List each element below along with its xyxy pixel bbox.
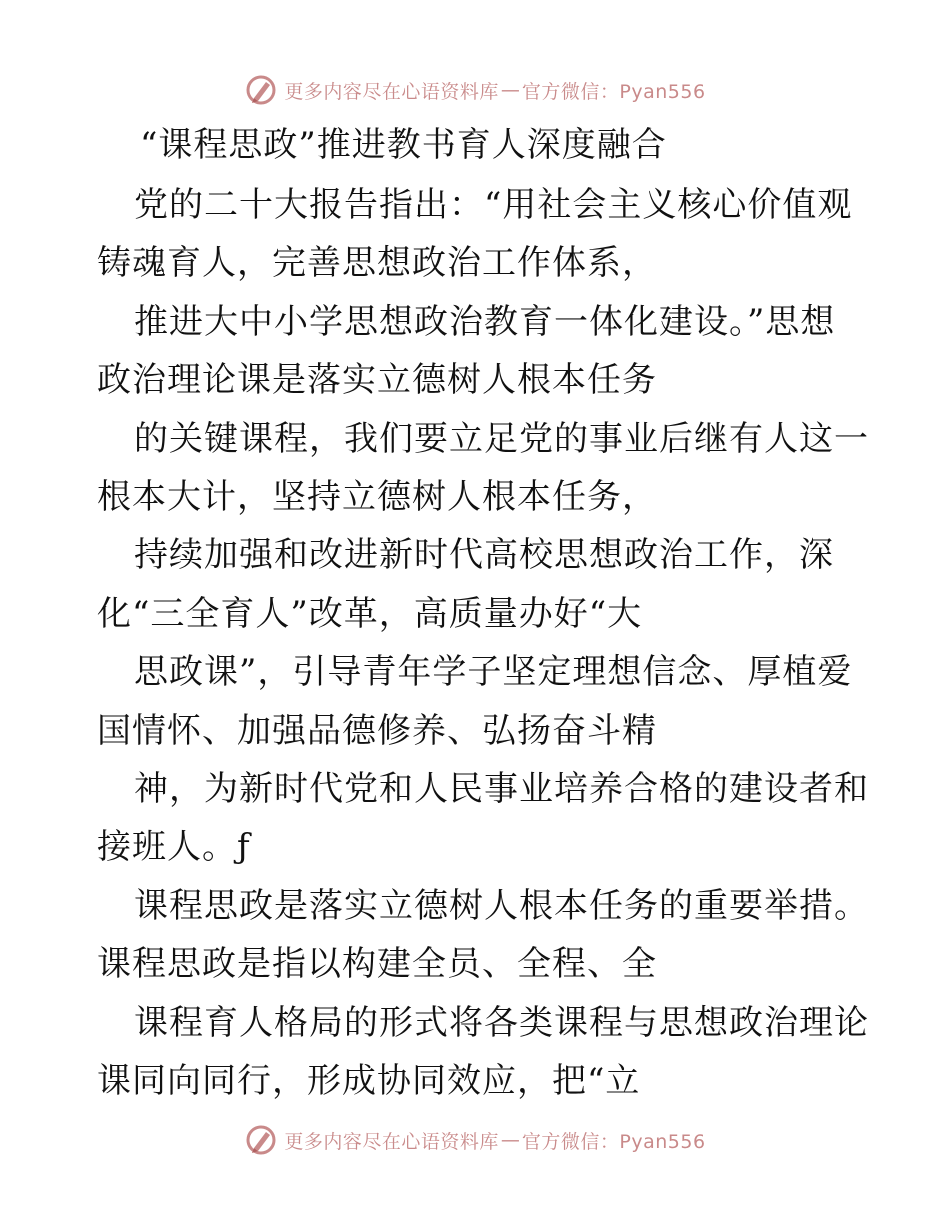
paragraph-line: 推进大中小学思想政治教育一体化建设。”思想 (134, 302, 836, 342)
pen-logo-icon (244, 1123, 278, 1157)
watermark-contact: 官方微信：Pyan556 (521, 1130, 706, 1153)
footer-watermark (0, 1120, 950, 1160)
paragraph-line: 铸魂育人，完善思想政治工作体系， (97, 243, 657, 283)
paragraph-line: 的关键课程，我们要立足党的事业后继有人这一 (134, 419, 869, 459)
watermark-text: 更多内容尽在心语资料库 (284, 1130, 499, 1153)
paragraph-line: 国情怀、加强品德修养、弘扬奋斗精 (97, 711, 657, 751)
watermark-text: 更多内容尽在心语资料库 (284, 80, 499, 103)
paragraph-line: 课程育人格局的形式将各类课程与思想政治理论 (134, 1003, 869, 1043)
pen-logo-icon (244, 73, 278, 107)
paragraph-line: 政治理论课是落实立德树人根本任务 (97, 360, 657, 400)
paragraph-line: 持续加强和改进新时代高校思想政治工作，深 (134, 535, 834, 575)
paragraph-line: 化“三全育人”改革，高质量办好“大 (97, 594, 643, 634)
paragraph-line: 根本大计，坚持立德树人根本任务， (97, 477, 657, 517)
document-title: “课程思政”推进教书育人深度融合 (140, 125, 667, 165)
paragraph-line: 神，为新时代党和人民事业培养合格的建设者和 (134, 769, 869, 809)
paragraph-line: 课程思政是落实立德树人根本任务的重要举措。 (134, 886, 869, 926)
paragraph-line: 接班人。ƒ (97, 827, 251, 867)
paragraph-line: 课同向同行，形成协同效应，把“立 (97, 1061, 641, 1101)
watermark-separator: — (500, 79, 520, 101)
paragraph-line: 思政课”，引导青年学子坚定理想信念、厚植爱 (134, 652, 853, 692)
paragraph-line: 课程思政是指以构建全员、全程、全 (97, 944, 657, 984)
paragraph-line: 党的二十大报告指出：“用社会主义核心价值观 (134, 185, 853, 225)
header-watermark (0, 70, 950, 110)
watermark-contact: 官方微信：Pyan556 (521, 80, 706, 103)
watermark-separator: — (500, 1129, 520, 1151)
